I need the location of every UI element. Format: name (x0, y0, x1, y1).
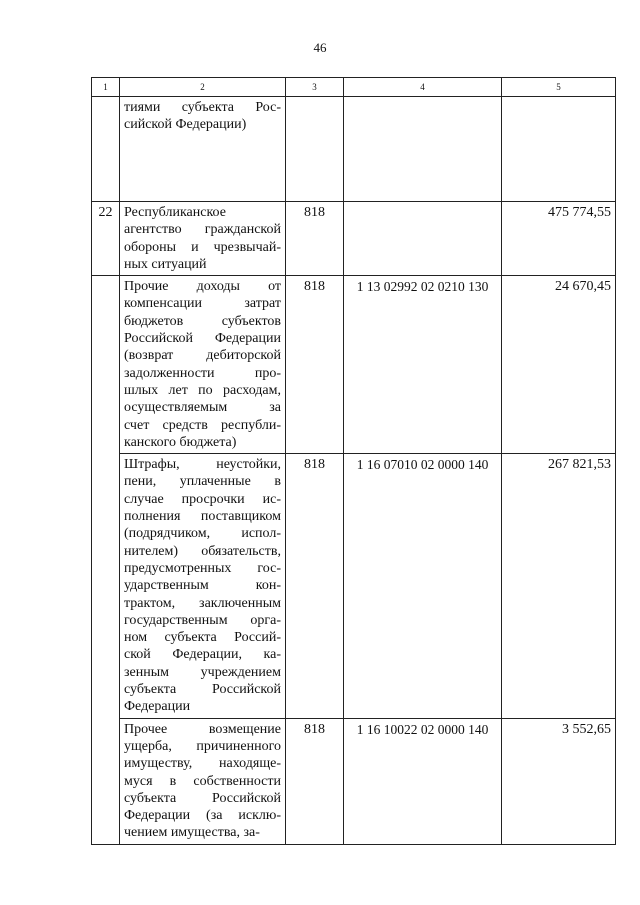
row-number-cell (92, 97, 120, 202)
table-row (92, 718, 616, 844)
description-line: агентство гражданской (124, 222, 281, 238)
description-line: государственным орга- (124, 612, 281, 628)
description-cell (120, 97, 286, 202)
table-row (92, 454, 616, 718)
description-line: ном субъекта Россий- (124, 630, 281, 646)
admin-code-cell: 818 (286, 454, 344, 718)
budget-classification-code-cell: 1 16 07010 02 0000 140 (344, 454, 502, 718)
description-line: пени, уплаченные в (124, 474, 281, 490)
description-line: субъекта Российской (124, 682, 281, 698)
description-line: Прочие доходы от (124, 279, 281, 295)
description-line: трактом, заключенным (124, 595, 281, 611)
budget-classification-code-cell: 1 16 10022 02 0000 140 (344, 718, 502, 844)
description-line: шлых лет по расходам, (124, 382, 281, 398)
description-cell (120, 276, 286, 454)
description-line: Штрафы, неустойки, (124, 457, 281, 473)
admin-code-cell (286, 97, 344, 202)
amount-cell: 267 821,53 (502, 454, 616, 718)
amount-cell: 24 670,45 (502, 276, 616, 454)
description-line: Федерации (124, 699, 191, 715)
description-line: компенсации затрат (124, 296, 281, 312)
description-line: имуществу, находяще- (124, 756, 281, 772)
description-line: случае просрочки ис- (124, 491, 281, 507)
description-line: ударственным кон- (124, 578, 281, 594)
table-row (92, 97, 616, 202)
table-body (92, 78, 616, 845)
budget-classification-code-cell (344, 202, 502, 276)
description-line: Федерации (за исклю- (124, 808, 281, 824)
table-header-row (92, 78, 616, 97)
page-number: 46 (313, 40, 327, 55)
table-row (92, 276, 616, 454)
budget-table (91, 77, 616, 845)
budget-classification-code-cell (344, 97, 502, 202)
table-row (92, 202, 616, 276)
admin-code-cell: 818 (286, 202, 344, 276)
amount-cell: 3 552,65 (502, 718, 616, 844)
description-line: осуществляемым за (124, 400, 281, 416)
description-line: предусмотренных гос- (124, 560, 281, 576)
description-line: Республиканское (124, 205, 226, 220)
budget-classification-code-cell: 1 13 02992 02 0210 130 (344, 276, 502, 454)
description-line: (подрядчиком, испол- (124, 526, 281, 542)
header-cell-4: 4 (344, 78, 502, 97)
description-line: муся в собственности (124, 773, 281, 789)
description-cell (120, 202, 286, 276)
description-line: обороны и чрезвычай- (124, 239, 281, 255)
description-line: задолженности про- (124, 365, 281, 381)
description-line: бюджетов субъектов (124, 313, 281, 329)
header-cell-3: 3 (286, 78, 344, 97)
header-cell-5: 5 (502, 78, 616, 97)
description-line: нителем) обязательств, (124, 543, 281, 559)
description-line: сийской Федерации) (124, 117, 247, 133)
description-cell (120, 454, 286, 718)
amount-cell (502, 97, 616, 202)
admin-code-cell: 818 (286, 276, 344, 454)
amount-cell: 475 774,55 (502, 202, 616, 276)
admin-code-cell: 818 (286, 718, 344, 844)
description-line: зенным учреждением (124, 664, 281, 680)
description-line: Прочее возмещение (124, 721, 281, 737)
description-line: ущерба, причиненного (124, 738, 281, 754)
row-number-cell (92, 276, 120, 845)
description-line: ных ситуаций (124, 256, 207, 272)
description-cell (120, 718, 286, 844)
description-line: тиями субъекта Рос- (124, 100, 281, 115)
description-line: ской Федерации, ка- (124, 647, 281, 663)
header-cell-1: 1 (92, 78, 120, 97)
header-cell-2: 2 (120, 78, 286, 97)
description-line: полнения поставщиком (124, 509, 281, 525)
description-line: счет средств республи- (124, 417, 281, 433)
description-line: чением имущества, за- (124, 825, 260, 841)
description-line: Российской Федерации (124, 331, 281, 347)
description-line: субъекта Российской (124, 790, 281, 806)
description-line: канского бюджета) (124, 434, 237, 450)
description-line: (возврат дебиторской (124, 348, 281, 364)
row-number-cell: 22 (92, 202, 120, 276)
